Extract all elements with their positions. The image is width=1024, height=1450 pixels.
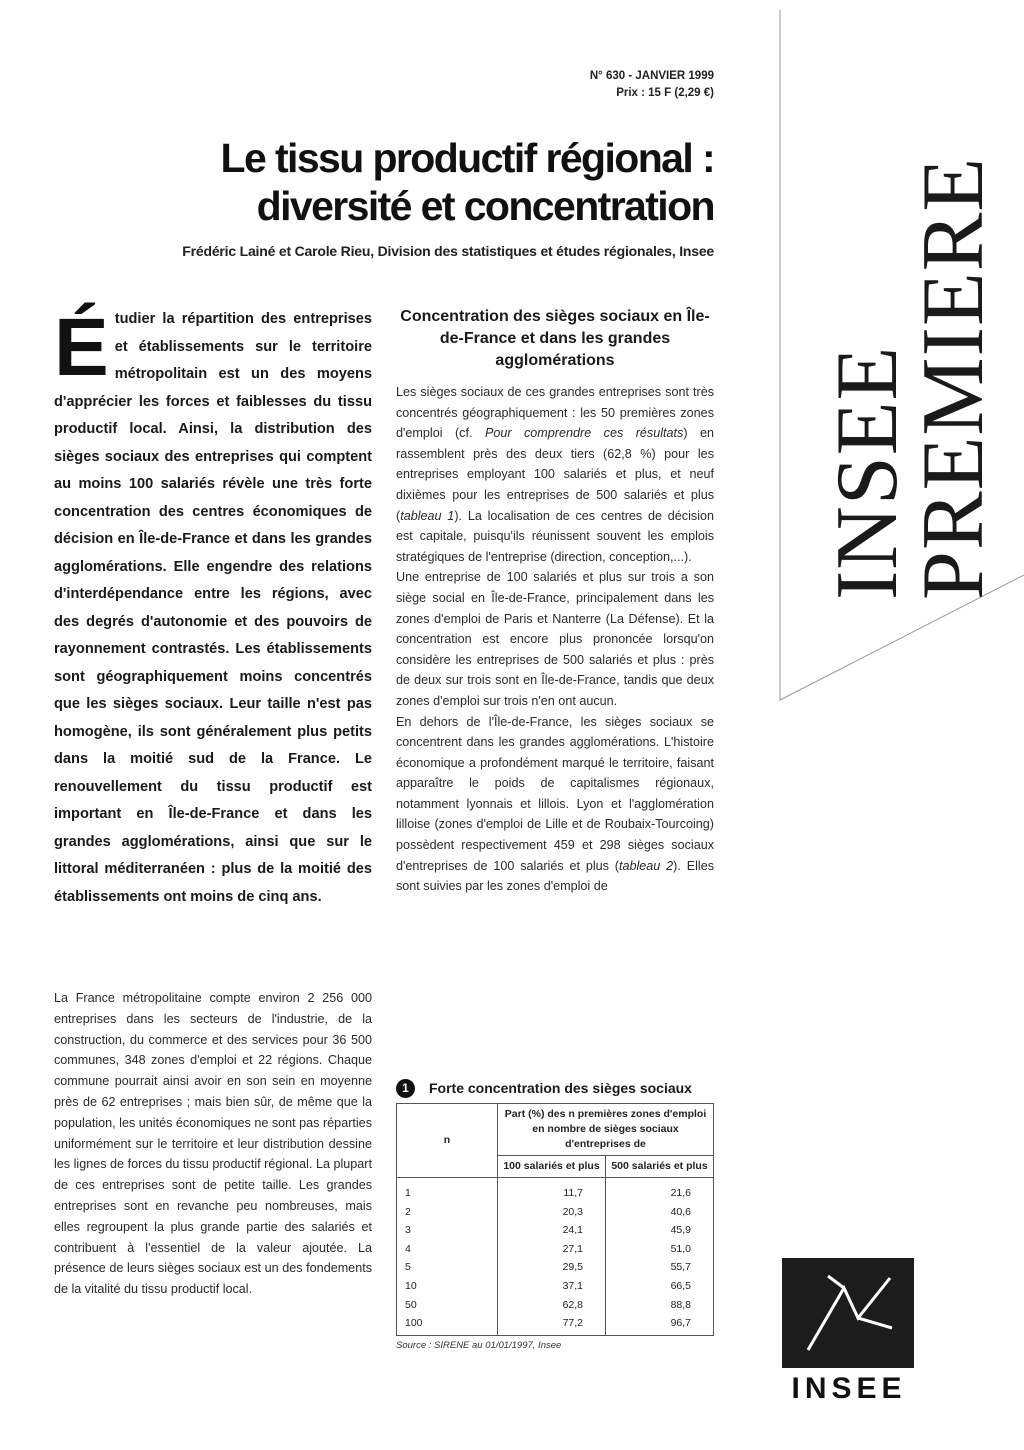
insee-logo-word: INSEE <box>791 1372 907 1405</box>
table-cell-500: 55,7 <box>606 1258 714 1277</box>
section-paragraph-1: Les sièges sociaux de ces grandes entreprises sont très concentrés géographiquement : les 50 premières zones d'emploi (cf. Pour comprendre ces résultats) en rassemblent près des deux tiers (62,8 %) pour les entreprises employant 100 salariés et plus, et neuf dixièmes pour les entreprises de 500 salariés et plus (tableau 1). La localisation de ces centres de décision est capitale, puisqu'ils réunissent souvent les emplois stratégiques de l'entreprise (direction, conception,...). <box>396 385 714 564</box>
col-header-group: Part (%) des n premières zones d'emploi en nombre de sièges sociaux d'entreprises de <box>498 1104 714 1156</box>
table-cell-n: 50 <box>397 1296 498 1315</box>
table-cell-500: 96,7 <box>606 1314 714 1335</box>
table-cell-n: 4 <box>397 1240 498 1259</box>
table-cell-100: 77,2 <box>498 1314 606 1335</box>
table-cell-500: 40,6 <box>606 1203 714 1222</box>
issue-price: Prix : 15 F (2,29 €) <box>616 87 714 99</box>
masthead-premiere: PREMIERE <box>905 156 1002 600</box>
abstract-text: tudier la répartition des entreprises et établissements sur le territoire métropolitain est un des moyens d'apprécier les forces et faiblesses du tissu productif local. Ainsi, la distribution des sièges sociaux des entreprises qui comptent au moins 100 salariés révèle une très forte concentration des centres économiques de décision en Île-de-France et dans les grandes agglomérations. Elle engendre des relations d'interdépendance entre les régions, avec des degrés d'autonomie et des pouvoirs de rayonnement contrastés. Les établissements sont géographiquement moins concentrés que les sièges sociaux. Leur taille n'est pas homogène, ils sont généralement plus petits dans la moitié sud de la France. Le renouvellement du tissu productif est important en Île-de-France et dans les grandes agglomérations, ainsi que sur le littoral méditerranéen : plus de la moitié des établissements ont moins de cinq ans. <box>54 311 372 905</box>
section-paragraph-2: Une entreprise de 100 salariés et plus sur trois a son siège social en Île-de-France, principalement dans les zones d'emploi de Paris et Nanterre (La Défense). Et la concentration est encore plus prononcée lorsqu'on considère les entreprises de 500 salariés et plus : près de deux sur trois sont en Île-de-France, tandis que deux zones d'emploi sur trois n'en ont aucun. <box>396 570 714 708</box>
table-cell-100: 24,1 <box>498 1221 606 1240</box>
table-cell-500: 45,9 <box>606 1221 714 1240</box>
title-line-1: Le tissu productif régional : <box>220 135 714 181</box>
col-header-500: 500 salariés et plus <box>606 1156 714 1178</box>
table-cell-100: 37,1 <box>498 1277 606 1296</box>
authors-line: Frédéric Lainé et Carole Rieu, Division des statistiques et études régionales, Insee <box>182 243 714 259</box>
insee-logo <box>782 1258 916 1406</box>
masthead <box>819 40 1002 600</box>
table-cell-500: 21,6 <box>606 1178 714 1203</box>
issue-number: N° 630 - JANVIER 1999 <box>589 70 714 82</box>
table-cell-100: 20,3 <box>498 1203 606 1222</box>
table-cell-500: 88,8 <box>606 1296 714 1315</box>
intro-paragraph: La France métropolitaine compte environ 2 256 000 entreprises dans les secteurs de l'industrie, de la construction, du commerce et des services pour 36 500 communes, 348 zones d'emploi et 22 régions. Chaque commune pourrait ainsi avoir en son sein en moyenne près de 62 entreprises ; mais bien sûr, de même que la population, les unités économiques ne sont pas réparties uniformément sur le territoire et leur distribution dessine les lignes de forces du tissu productif régional. La plupart de ces entreprises sont de petite taille. Les grandes entreprises sont en revanche peu nombreuses, mais elles regroupent la plus grande partie des salariés et contribuent à l'essentiel de la valeur ajoutée. La présence de leurs sièges sociaux est un des fondements de la vitalité du tissu productif local. <box>54 991 372 1297</box>
table-cell-n: 3 <box>397 1221 498 1240</box>
masthead-insee: INSEE <box>819 345 916 600</box>
table-cell-n: 5 <box>397 1258 498 1277</box>
table-cell-n: 100 <box>397 1314 498 1335</box>
table-title-text: Forte concentration des sièges sociaux <box>429 1080 692 1096</box>
col-header-100: 100 salariés et plus <box>498 1156 606 1178</box>
title-line-2: diversité et concentration <box>256 183 714 229</box>
table-cell-n: 10 <box>397 1277 498 1296</box>
table-cell-n: 1 <box>397 1178 498 1203</box>
drop-cap: É <box>54 302 109 393</box>
insee-logo-mark <box>782 1258 914 1368</box>
table-cell-100: 29,5 <box>498 1258 606 1277</box>
table-cell-100: 62,8 <box>498 1296 606 1315</box>
table-cell-500: 51,0 <box>606 1240 714 1259</box>
table-cell-100: 27,1 <box>498 1240 606 1259</box>
table-source: Source : SIRENE au 01/01/1997, Insee <box>396 1339 562 1351</box>
table-cell-100: 11,7 <box>498 1178 606 1203</box>
table-cell-500: 66,5 <box>606 1277 714 1296</box>
col-header-n: n <box>397 1104 498 1178</box>
section-heading: Concentration des sièges sociaux en Île-de-France et dans les grandes agglomérations <box>400 308 710 369</box>
table-number-badge: 1 <box>396 1079 415 1098</box>
table-cell-n: 2 <box>397 1203 498 1222</box>
section-paragraph-3: En dehors de l'Île-de-France, les sièges sociaux se concentrent dans les grandes agglomérations. L'histoire économique a profondément marqué le territoire, faisant apparaître le poids de capitalismes régionaux, notamment lyonnais et lillois. Lyon et l'agglomération lilloise (zones d'emploi de Lille et de Roubaix-Tourcoing) possèdent respectivement 459 et 298 sièges sociaux d'entreprises de 100 salariés et plus (tableau 2). Elles sont suivies par les zones d'emploi de <box>396 714 714 894</box>
